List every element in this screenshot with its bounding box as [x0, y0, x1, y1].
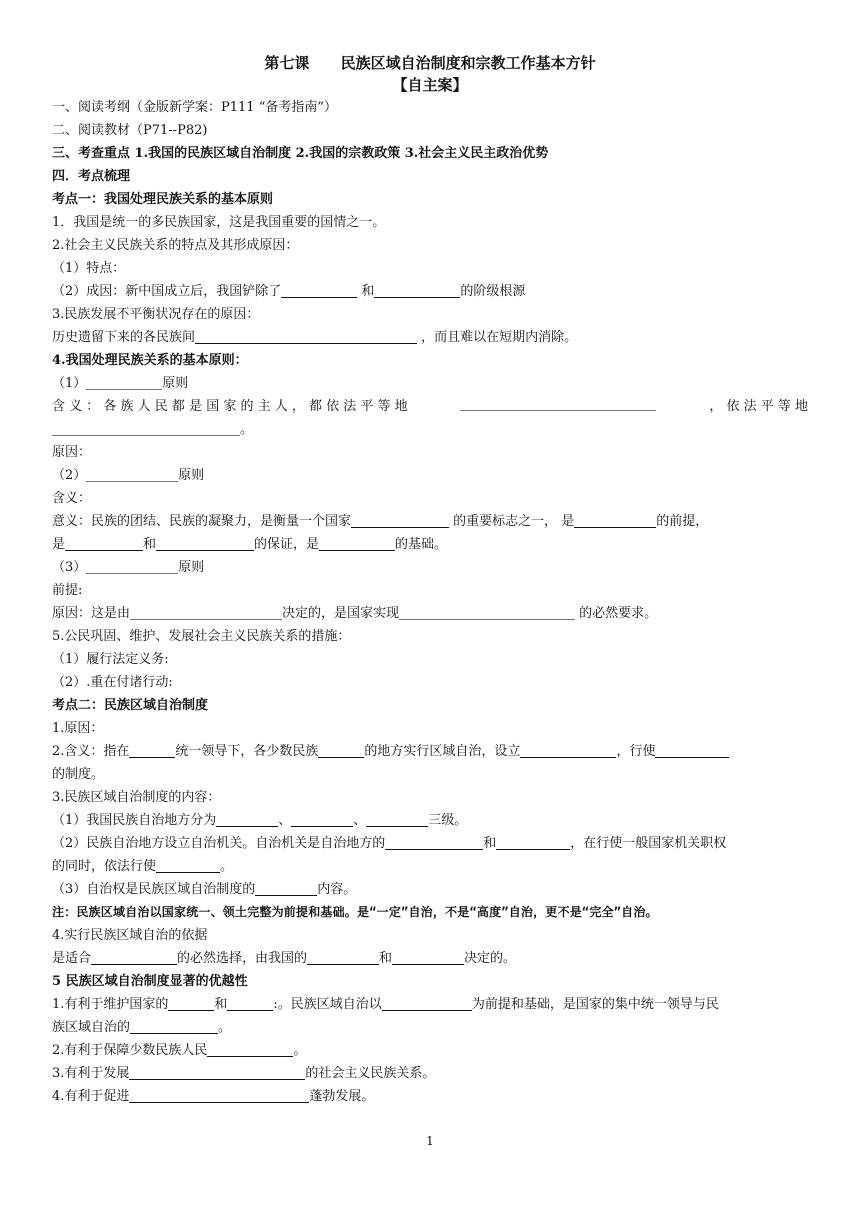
topic-2-line-1: 1.原因：	[52, 721, 104, 736]
topic-2-line-8: 是适合 的必然选择，由我国的 和 决定的。	[52, 951, 517, 966]
principle-2-meaning: 含义：	[52, 491, 92, 506]
topic-3-line-3: 3.有利于发展 的社会主义民族关系。	[52, 1066, 436, 1081]
blank[interactable]	[307, 949, 379, 965]
topic-3-line-1-cont: 族区域自治的 。	[52, 1020, 232, 1035]
principle-2-significance: 意义：民族的团结、民族的凝聚力，是衡量一个国家 的重要标志之一， 是 的前提，	[52, 514, 709, 529]
principle-1-reason: 原因：	[52, 445, 92, 460]
blank[interactable]	[351, 512, 449, 528]
section-1: 一、阅读考纲（金版新学案：P111 “备考指南”）	[52, 100, 337, 115]
blank[interactable]	[281, 282, 357, 298]
topic-1-line-1: 1．我国是统一的多民族国家，这是我国重要的国情之一。	[52, 215, 386, 230]
topic-2-line-2-cont: 的制度。	[52, 767, 105, 782]
blank[interactable]	[520, 742, 616, 758]
blank[interactable]	[374, 282, 460, 298]
topic-1-line-6: 历史遗留下来的各民族间 ，而且难以在短期内消除。	[52, 330, 578, 345]
principle-2-significance-cont: 是 和 的保证，是 的基础。	[52, 537, 448, 552]
principle-1: （1） 原则	[52, 376, 189, 391]
blank[interactable]	[129, 742, 175, 758]
topic-1-line-8: 5.公民巩固、维护、发展社会主义民族关系的措施：	[52, 629, 351, 644]
section-3: 三、考查重点 1.我国的民族区域自治制度 2.我国的宗教政策 3.社会主义民主政治优势	[52, 146, 549, 161]
blank[interactable]	[86, 374, 162, 390]
principle-1-meaning-cont: 。	[52, 418, 808, 441]
topic-1-line-5: 3.民族发展不平衡状况存在的原因：	[52, 307, 260, 322]
blank[interactable]	[86, 466, 178, 482]
topic-2-note: 注：民族区域自治以国家统一、领土完整为前提和基础。是“一定”自治，不是“高度”自治，更不是“完全”自治。	[52, 905, 658, 919]
section-2: 二、阅读教材（P71--P82)	[52, 123, 208, 138]
blank[interactable]	[129, 1064, 305, 1080]
blank[interactable]	[91, 949, 177, 965]
blank[interactable]	[156, 857, 220, 873]
topic-2-line-5: （2）民族自治地方设立自治机关。自治机关是自治地方的 和 ，在行使一般国家机关职权	[52, 836, 727, 851]
blank[interactable]	[366, 811, 428, 827]
topic-1-line-10: （2）.重在付诸行动:	[52, 675, 173, 690]
blank[interactable]	[168, 995, 214, 1011]
topic-2-line-6: （3）自治权是民族区域自治制度的 内容。	[52, 882, 357, 897]
document-page	[52, 52, 808, 1108]
blank[interactable]	[65, 535, 143, 551]
blank[interactable]	[319, 535, 395, 551]
blank[interactable]	[496, 834, 570, 850]
topic-2-heading: 考点二：民族区域自治制度	[52, 698, 209, 713]
blank[interactable]	[574, 512, 656, 528]
topic-2-line-2: 2.含义：指在 统一领导下，各少数民族 的地方实行区域自治，设立 ，行使	[52, 740, 808, 763]
blank[interactable]	[129, 1087, 309, 1103]
blank[interactable]	[52, 420, 240, 436]
blank[interactable]	[318, 742, 364, 758]
topic-2-line-4: （1）我国民族自治地方分为 、 、 三级。	[52, 813, 468, 828]
topic-3-line-2: 2.有利于保障少数民族人民 。	[52, 1043, 307, 1058]
blank[interactable]	[385, 834, 483, 850]
principle-3-premise: 前提:	[52, 583, 83, 598]
blank[interactable]	[207, 1041, 293, 1057]
topic-1-line-7: 4.我国处理民族关系的基本原则：	[52, 353, 248, 368]
topic-1-line-3: （1）特点：	[52, 261, 126, 276]
blank[interactable]	[460, 395, 656, 411]
blank[interactable]	[227, 995, 273, 1011]
principle-3: （3） 原则	[52, 560, 205, 575]
topic-3-line-4: 4.有利于促进 蓬勃发展。	[52, 1089, 375, 1104]
page-subtitle: 【自主案】	[392, 76, 468, 94]
principle-2: （2） 原则	[52, 468, 205, 483]
blank[interactable]	[399, 604, 575, 620]
topic-1-heading: 考点一：我国处理民族关系的基本原则	[52, 192, 274, 207]
page-number: 1	[426, 1134, 434, 1148]
blank[interactable]	[86, 558, 178, 574]
principle-3-reason: 原因：这是由 决定的，是国家实现 的必然要求。	[52, 606, 658, 621]
topic-3-line-1: 1.有利于维护国家的 和 :。民族区域自治以 为前提和基础，是国家的集中统一领导与民	[52, 997, 719, 1012]
blank[interactable]	[255, 880, 317, 896]
topic-2-line-3: 3.民族区域自治制度的内容：	[52, 790, 221, 805]
blank[interactable]	[156, 535, 254, 551]
blank[interactable]	[216, 811, 278, 827]
topic-3-heading: 5 民族区域自治制度显著的优越性	[52, 974, 248, 989]
blank[interactable]	[130, 1018, 218, 1034]
blank[interactable]	[655, 742, 729, 758]
topic-1-line-2: 2.社会主义民族关系的特点及其形成原因：	[52, 238, 299, 253]
page-title: 第七课 民族区域自治制度和宗教工作基本方针	[264, 54, 596, 72]
topic-2-line-7: 4.实行民族区域自治的依据	[52, 928, 208, 943]
topic-1-line-9: （1）履行法定义务:	[52, 652, 169, 667]
section-4: 四．考点梳理	[52, 169, 131, 184]
blank[interactable]	[130, 604, 282, 620]
blank[interactable]	[291, 811, 353, 827]
topic-2-line-5-cont: 的同时，依法行使 。	[52, 859, 234, 874]
topic-1-line-4: （2）成因：新中国成立后，我国铲除了 和 的阶级根源	[52, 284, 526, 299]
blank[interactable]	[195, 328, 417, 344]
principle-1-meaning: 含 义 ： 各 族 人 民 都 是 国 家 的 主 人 ， 都 依 法 平 等 地 ， 依 法 平 等 地	[52, 395, 808, 418]
blank[interactable]	[392, 949, 464, 965]
blank[interactable]	[382, 995, 472, 1011]
